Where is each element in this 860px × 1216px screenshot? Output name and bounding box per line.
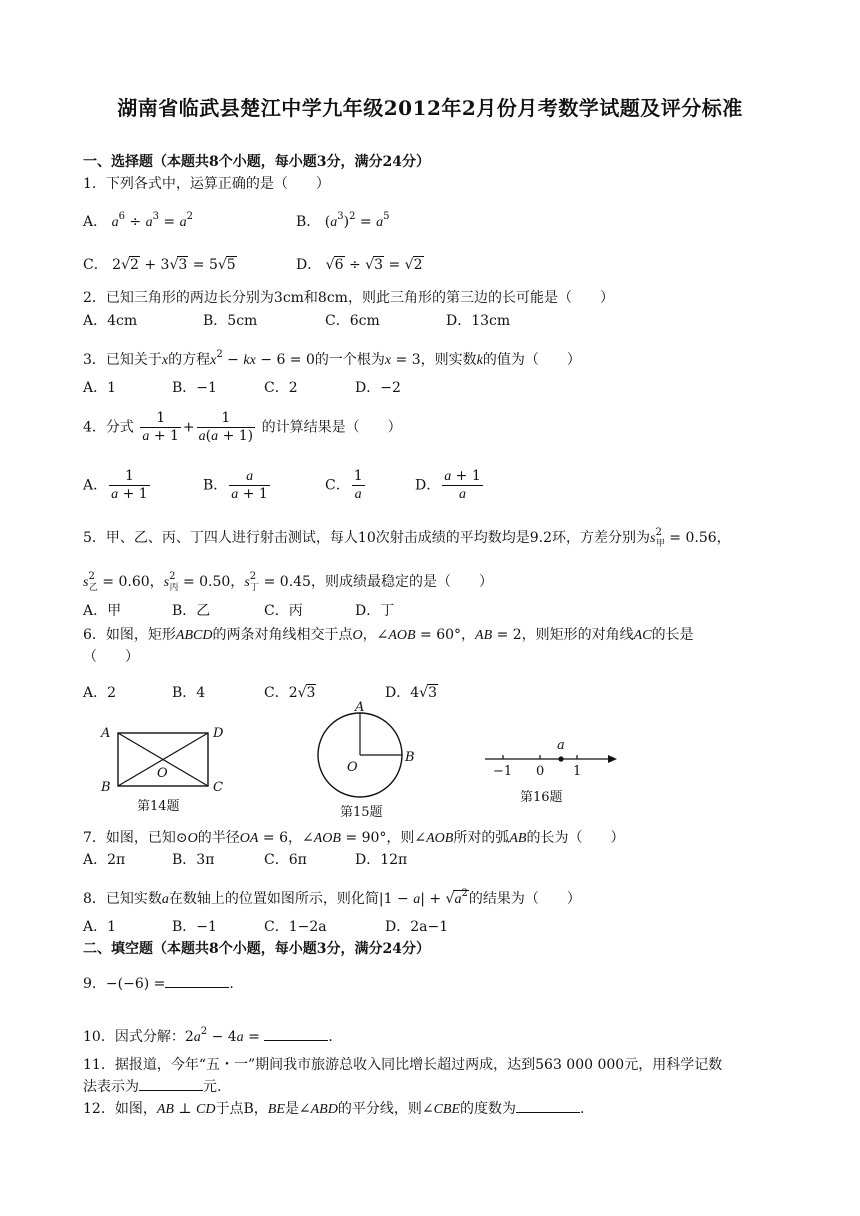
q3-stem: 3．已知关于x的方程$x^2$ − kx − 6 = 0的一个根为x = 3，则实数k的值为（ ） — [83, 349, 581, 368]
q6-paren: （ ） — [83, 649, 139, 665]
q7-stem: 7．如图，已知⊙O的半径OA = 6，∠AOB = 90°，则∠AOB所对的弧AB的长为（ ） — [83, 830, 625, 846]
q4-option-b: B． $\frac{a}{a + 1}$ — [203, 469, 268, 502]
section-fill-heading: 二、填空题（本题共8个小题，每小题3分，满分24分） — [83, 941, 430, 957]
q8-stem: 8．已知实数a在数轴上的位置如图所示，则化简$|1 - a| + √a^2$的结果为（ ） — [83, 888, 581, 907]
q2-option-a: A．4cm — [83, 313, 138, 329]
circle-label-o: O — [347, 760, 358, 775]
q8-option-a: A．1 — [83, 919, 117, 935]
circle-label-a: A — [355, 700, 365, 715]
rect-label-o: O — [157, 766, 168, 781]
numberline-label-minus-one: −1 — [493, 764, 513, 779]
q5-stem-cont: $s^2_乙 = 0.60$，$s^2_丙 = 0.50$，$s^2_丁 = 0.45$，则成绩最稳定的是（ ） — [83, 571, 493, 593]
q4-option-c: C． $\frac{1}{a}$ — [325, 468, 363, 502]
q3-option-b: B．−1 — [172, 380, 217, 396]
q3-option-d: D．−2 — [355, 380, 401, 396]
q11-stem-line2: 法表示为 元. — [83, 1079, 222, 1095]
q1-option-d: D． √6 ÷ √3 = √2 — [296, 257, 423, 273]
q8-option-d: D．2a−1 — [385, 919, 449, 935]
q8-option-c: C．1−2a — [264, 919, 327, 935]
rect-label-c: C — [213, 780, 223, 795]
numberline-label-a: a — [557, 738, 565, 753]
q4-option-a: A． $\frac{1}{a + 1}$ — [83, 468, 148, 502]
q6-option-a: A．2 — [83, 685, 117, 701]
q11-stem-line1: 11．据报道，今年“五・一”期间我市旅游总收入同比增长超过两成，达到563 000 000元，用科学记数 — [83, 1057, 723, 1073]
q5-option-a: A．甲 — [83, 603, 122, 619]
q2-option-d: D．13cm — [446, 313, 511, 329]
rect-label-a: A — [101, 726, 111, 741]
q6-option-d: D．4√3 — [385, 685, 437, 701]
q2-stem: 2．已知三角形的两边长分别为3cm和8cm，则此三角形的第三边的长可能是（ ） — [83, 290, 614, 306]
q6-option-c: C．2√3 — [264, 685, 316, 701]
q12-answer-blank[interactable] — [516, 1100, 580, 1113]
q3-option-a: A．1 — [83, 380, 117, 396]
q8-option-b: B．−1 — [172, 919, 217, 935]
rect-label-b: B — [101, 780, 111, 795]
q9-answer-blank[interactable] — [165, 975, 229, 988]
figure-15-caption: 第15题 — [340, 805, 383, 820]
circle-label-b: B — [405, 750, 415, 765]
q4-stem: 4．分式 $\frac{1}{a + 1}$ + $\frac{1}{a(a + 1)}$ 的计算结果是（ ） — [83, 410, 402, 444]
q1-stem: 1．下列各式中，运算正确的是（ ） — [83, 176, 330, 192]
q2-option-b: B．5cm — [203, 313, 258, 329]
q5-stem: 5．甲、乙、丙、丁四人进行射击测试，每人10次射击成绩的平均数均是9.2环，方差分别为$s^2_甲 = 0.56$， — [83, 527, 731, 549]
q1-option-c: C． 2√2 + 3√3 = 5√5 — [83, 257, 236, 273]
q10-stem: 10．因式分解：$2a^2 - 4a$ = . — [83, 1026, 333, 1045]
q12-stem: 12．如图，AB ⊥ CD于点B，BE是∠ABD的平分线，则∠CBE的度数为 . — [83, 1101, 585, 1117]
q10-answer-blank[interactable] — [264, 1028, 328, 1041]
page-title: 湖南省临武县楚江中学九年级2012年2月份月考数学试题及评分标准 — [117, 96, 743, 120]
q4-option-d: D． $\frac{a + 1}{a}$ — [415, 468, 481, 502]
rect-label-d: D — [213, 726, 224, 741]
q11-answer-blank[interactable] — [139, 1078, 203, 1091]
number-line-arrow — [608, 755, 617, 763]
q9-stem: 9．−(−6) = . — [83, 976, 234, 992]
numberline-label-zero: 0 — [536, 764, 545, 779]
section-choice-heading: 一、选择题（本题共8个小题，每小题3分，满分24分） — [83, 154, 430, 170]
q1-option-b: B． $(a^3)^2 = a^5$ — [296, 211, 390, 230]
figure-16-caption: 第16题 — [520, 790, 563, 805]
q5-option-c: C．丙 — [264, 603, 303, 619]
q7-option-a: A．2π — [83, 852, 126, 868]
q5-option-d: D．丁 — [355, 603, 395, 619]
q5-option-b: B．乙 — [172, 603, 211, 619]
q6-option-b: B．4 — [172, 685, 206, 701]
figure-14-caption: 第14题 — [137, 799, 180, 814]
q7-option-d: D．12π — [355, 852, 408, 868]
q6-stem: 6．如图，矩形ABCD的两条对角线相交于点O，∠AOB = 60°，AB = 2，则矩形的对角线AC的长是 — [83, 627, 694, 643]
q1-option-a: A． $a^6 \div a^3 = a^2$ — [83, 211, 193, 230]
q7-option-b: B．3π — [172, 852, 215, 868]
point-a — [558, 756, 563, 761]
q2-option-c: C．6cm — [325, 313, 380, 329]
q3-option-c: C．2 — [264, 380, 298, 396]
q7-option-c: C．6π — [264, 852, 307, 868]
numberline-label-one: 1 — [573, 764, 582, 779]
